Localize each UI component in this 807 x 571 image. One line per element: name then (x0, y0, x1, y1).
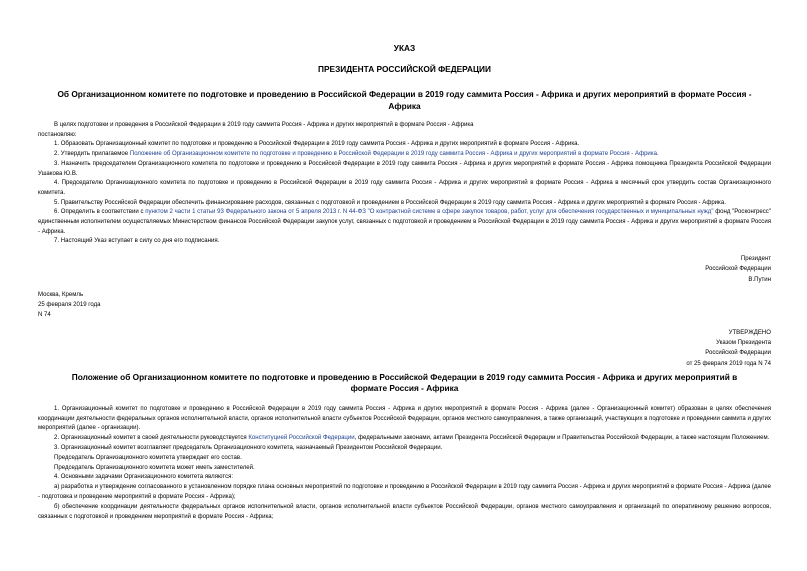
decree-number: N 74 (38, 312, 51, 319)
regulation-item-4b: б) обеспечение координации деятельности федеральных органов исполнительной власти, органов исполнительной власти субъектов Российской Федерации, органов местного самоуправления и организаций по оперативному решению вопросов, связанных с подготовкой и проведением мероприятий в формате Россия - Африка; (38, 503, 771, 520)
decree-item-6 (38, 208, 771, 237)
signature-title: Президент (740, 256, 771, 263)
approval-block (38, 328, 771, 369)
regulation-item-3: 3. Организационный комитет возглавляет председатель Организационного комитета, назначаемый Президентом Российской Федерации. (54, 445, 443, 452)
approval-date: от 25 февраля 2019 года N 74 (686, 360, 771, 367)
signature-name: В.Путин (748, 276, 771, 283)
place: Москва, Кремль (38, 292, 84, 299)
decree-item-6-prefix: 6. Определить в соответствии с (54, 209, 146, 216)
regulation-item-4a: а) разработка и утверждение согласованного в установленном порядке плана основных мероприятий по подготовке и проведению в Российской Федерации в 2019 году саммита Россия - Африка и других мероприятий в формате Россия - Африка (далее - подготовка и проведение мероприятий в формате Россия - Африка); (38, 484, 771, 500)
constitution-link[interactable]: Конституцией Российской Федерации (248, 435, 355, 442)
federal-law-link[interactable]: пунктом 2 части 1 статьи 93 Федерального закона от 5 апреля 2013 г. N 44-ФЗ "О контрактной системе в сфере закупок товаров, работ, услуг для обеспечения государственных и муниципальных нужд" (145, 209, 714, 216)
decree-item-6-suffix: фонд "Росконгресс" единственным исполнителем осуществляемых Министерством финансов Российской Федерации закупок услуг, связанных с подготовкой и проведением в Российской Федерации в 2019 году саммита Россия - Африка и других мероприятий в формате Россия - Африка. (38, 209, 771, 235)
decree-resolve: постановляю: (38, 131, 77, 138)
doc-type-heading: УКАЗ (393, 43, 416, 53)
approval-country: Российской Федерации (705, 350, 771, 357)
regulation-item-2 (38, 434, 771, 444)
regulation-link[interactable]: Положение об Организационном комитете по подготовке и проведению в Российской Федерации в 2019 году саммита Россия - Африка и других мероприятий в формате Россия - Африка (129, 151, 657, 158)
regulation-title: Положение об Организационном комитете по подготовке и проведению в Российской Федерации в 2019 году саммита Россия - Африка и других мероприятий в формате Россия - Африка (71, 371, 738, 393)
approval-by: Указом Президента (716, 339, 771, 346)
decree-item-1: 1. Образовать Организационный комитет по подготовке и проведению в Российской Федерации в 2019 году саммита Россия - Африка и других мероприятий в формате Россия - Африка. (54, 141, 580, 148)
regulation-item-2-suffix: , федеральными законами, актами Президента Российской Федерации и Правительства Российской Федерации, а также настоящим Положением. (354, 435, 770, 442)
decree-item-7: 7. Настоящий Указ вступает в силу со дня его подписания. (54, 238, 220, 245)
date: 25 февраля 2019 года (38, 302, 101, 309)
place-date-block (38, 290, 771, 321)
regulation-item-2-prefix: 2. Организационный комитет в своей деятельности руководствуется (54, 435, 249, 442)
approval-status: УТВЕРЖДЕНО (728, 329, 771, 336)
regulation-item-3a: Председатель Организационного комитета утверждает его состав. (54, 454, 242, 461)
decree-item-2 (38, 150, 771, 160)
signature-country: Российской Федерации (705, 266, 771, 273)
decree-item-4: 4. Председателю Организационного комитета по подготовке и проведению в Российской Федерации в 2019 году саммита Россия - Африка и других мероприятий в формате Россия - Африка в месячный срок утвердить состав Организационного комитета. (38, 180, 771, 196)
decree-title: Об Организационном комитете по подготовке и проведению в Российской Федерации в 2019 году саммита Россия - Африка и других мероприятий в формате Россия - Африка (57, 89, 752, 111)
decree-intro: В целях подготовки и проведения в Российской Федерации в 2019 году саммита Россия - Африка и других мероприятий в формате Россия - Африка (54, 122, 474, 128)
decree-item-3: 3. Назначить председателем Организационного комитета по подготовке и проведению в Российской Федерации в 2019 году саммита Россия - Африка и других мероприятий в формате Россия - Африка помощника Президента Российской Федерации Ушакова Ю.В. (38, 160, 771, 177)
regulation-item-3b: Председатель Организационного комитета может иметь заместителей. (54, 464, 255, 471)
decree-body (38, 121, 771, 247)
regulation-item-1: 1. Организационный комитет по подготовке и проведению в Российской Федерации в 2019 году саммита Россия - Африка и других мероприятий в формате Россия - Африка (далее - Организационный комитет) образован в целях обеспечения координации деятельности федеральных органов исполнительной власти, органов исполнительной власти субъектов Российской Федерации, органов местного самоуправления, а также организаций, участвующих в подготовке и проведении саммита и других мероприятий (далее - организации). (38, 405, 771, 432)
signature-block (38, 254, 771, 285)
decree-item-2-suffix: . (656, 151, 659, 158)
regulation-item-4: 4. Основными задачами Организационного комитета являются: (54, 474, 234, 481)
issuer-heading: ПРЕЗИДЕНТА РОССИЙСКОЙ ФЕДЕРАЦИИ (318, 64, 491, 74)
decree-item-2-prefix: 2. Утвердить прилагаемое (54, 151, 130, 158)
decree-item-5: 5. Правительству Российской Федерации обеспечить финансирование расходов, связанных с подготовкой и проведением в Российской Федерации в 2019 году саммита Россия - Африка и других мероприятий в формате Россия - Африка. (54, 199, 726, 206)
regulation-body (38, 405, 771, 523)
